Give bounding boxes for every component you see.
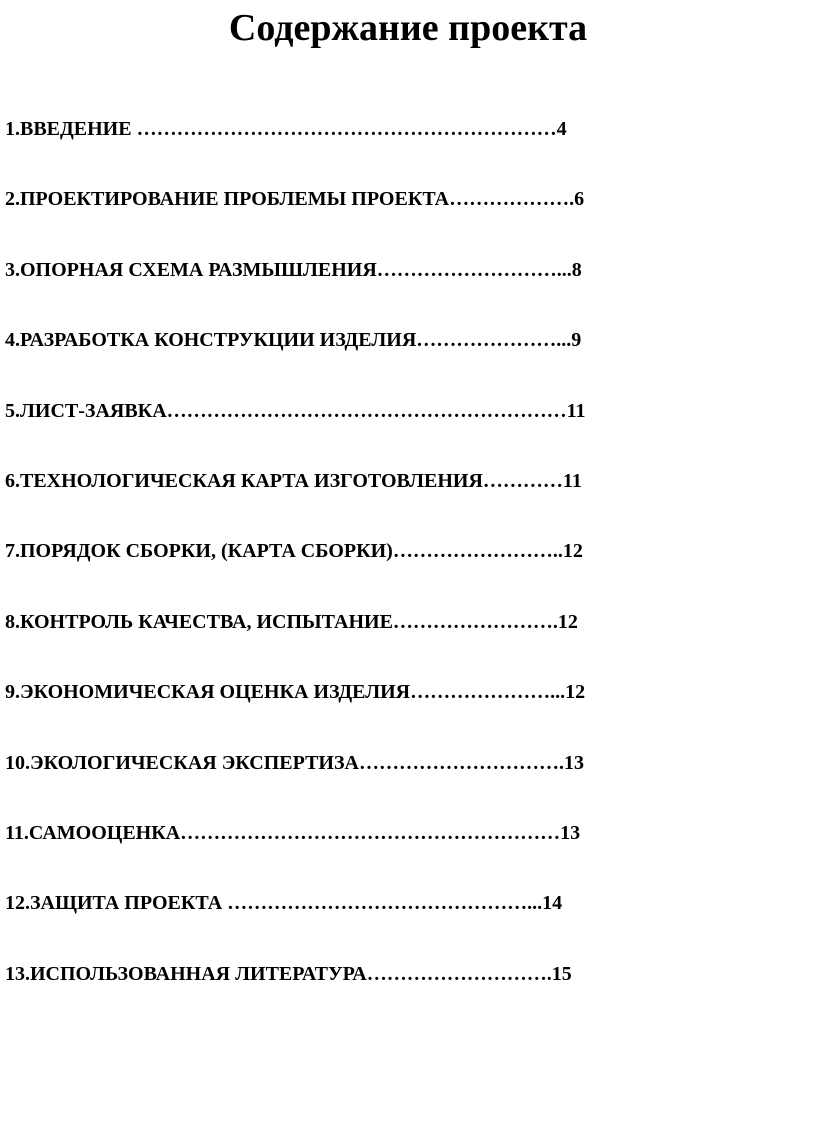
- page-title: Содержание проекта: [228, 7, 588, 49]
- toc-entry: [5, 748, 805, 818]
- toc-entry: [5, 396, 805, 466]
- toc-entry-text: 7.ПОРЯДОК СБОРКИ, (КАРТА СБОРКИ)……………………..12: [5, 540, 583, 563]
- toc-entry-text: 1.ВВЕДЕНИЕ ………………………………………………………4: [5, 118, 567, 140]
- table-of-contents: [5, 114, 805, 1029]
- toc-entry-text: 13.ИСПОЛЬЗОВАННАЯ ЛИТЕРАТУРА……………………….15: [5, 962, 572, 985]
- toc-entry: [5, 255, 805, 325]
- toc-entry-text: 2.ПРОЕКТИРОВАНИЕ ПРОБЛЕМЫ ПРОЕКТА……………….6: [5, 188, 585, 211]
- toc-entry-text: 3.ОПОРНАЯ СХЕМА РАЗМЫШЛЕНИЯ………………………...8: [5, 258, 582, 281]
- toc-entry-text: 12.ЗАЩИТА ПРОЕКТА ………………………………………...14: [5, 892, 563, 915]
- toc-entry-text: 8.КОНТРОЛЬ КАЧЕСТВА, ИСПЫТАНИЕ…………………….12: [5, 610, 578, 633]
- toc-entry-text: 9.ЭКОНОМИЧЕСКАЯ ОЦЕНКА ИЗДЕЛИЯ…………………...12: [5, 681, 586, 704]
- toc-entry: [5, 888, 805, 958]
- toc-entry-text: 10.ЭКОЛОГИЧЕСКАЯ ЭКСПЕРТИЗА………………………….13: [5, 751, 584, 774]
- toc-entry-text: 4.РАЗРАБОТКА КОНСТРУКЦИИ ИЗДЕЛИЯ…………………...9: [5, 329, 582, 352]
- toc-entry: [5, 184, 805, 254]
- toc-entry: [5, 536, 805, 606]
- toc-entry: [5, 114, 805, 184]
- toc-entry-text: 11.САМООЦЕНКА…………………………………………………13: [5, 821, 581, 844]
- toc-entry-text: 5.ЛИСТ-ЗАЯВКА……………………………………………………11: [5, 399, 586, 422]
- toc-entry: [5, 677, 805, 747]
- toc-entry: [5, 818, 805, 888]
- toc-entry: [5, 959, 805, 1029]
- toc-entry: [5, 607, 805, 677]
- toc-entry: [5, 325, 805, 395]
- toc-entry: [5, 466, 805, 536]
- toc-entry-text: 6.ТЕХНОЛОГИЧЕСКАЯ КАРТА ИЗГОТОВЛЕНИЯ…………11: [5, 469, 582, 492]
